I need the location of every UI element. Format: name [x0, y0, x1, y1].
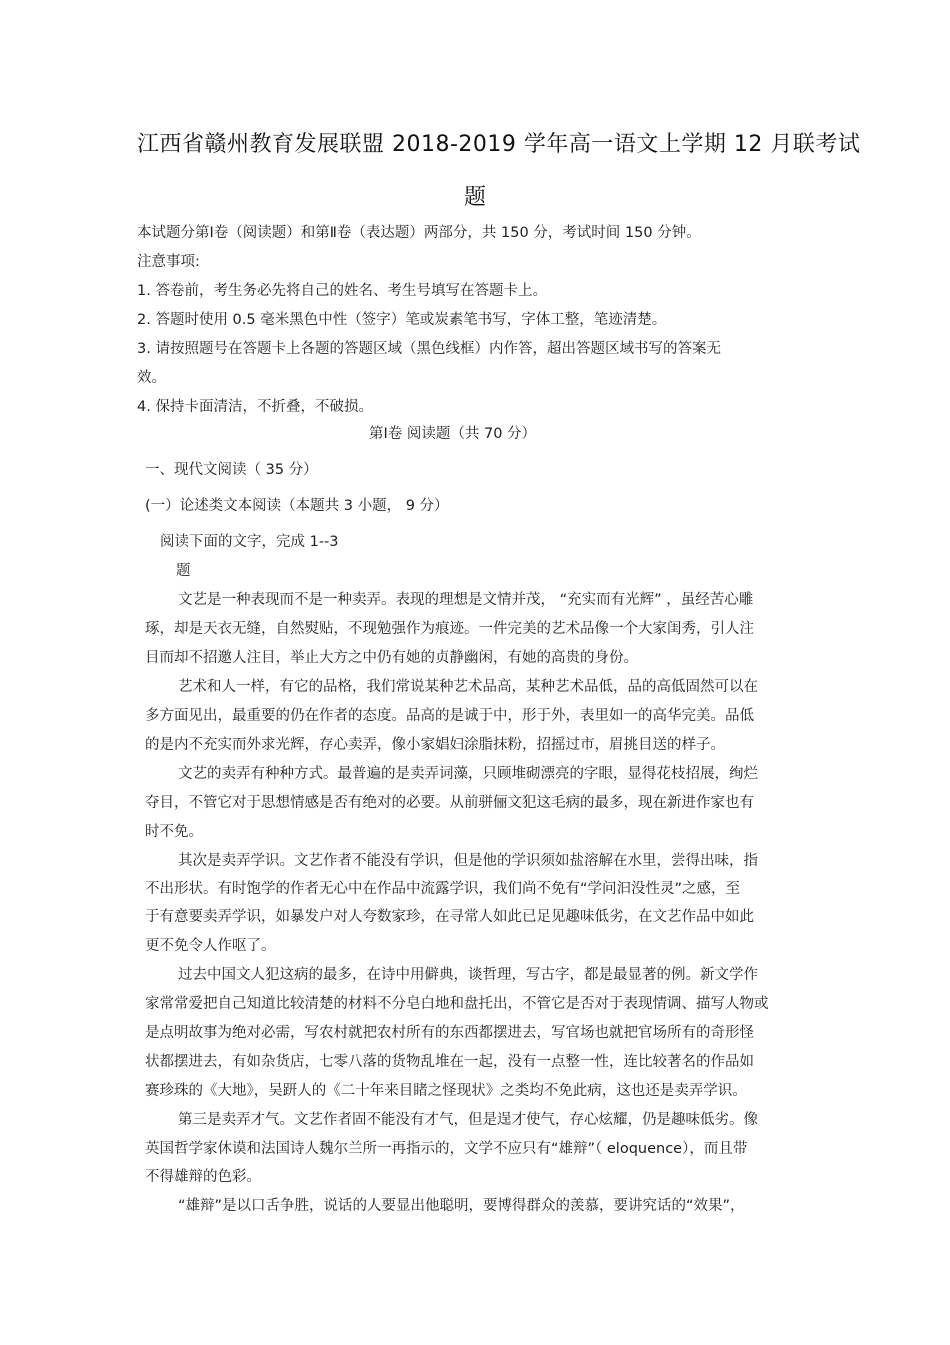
- passage-line: 琢，却是天衣无缝，自然熨贴，不现勉强作为痕迹。一件完美的艺术品像一个大家闺秀，引人注: [145, 621, 754, 637]
- passage-line: 目而却不招邀人注目，举止大方之中仍有她的贞静幽闲，有她的高贵的身份。: [145, 650, 638, 666]
- passage-line: 赛珍珠的《大地》，吴趼人的《二十年来目睹之怪现状》之类均不免此病，这也还是卖弄学识。: [145, 1083, 747, 1099]
- passage-line: “雄辩”是以口舌争胜，说话的人要显出他聪明，要博得群众的羡慕，要讲究话的“效果”，: [178, 1198, 745, 1214]
- passage-line: 夺目，不管它对于思想情感是否有绝对的必要。从前骈俪文犯这毛病的最多，现在新进作家也有: [145, 795, 754, 811]
- passage-line: 时不免。: [145, 824, 203, 840]
- reading-instruction: 阅读下面的文字，完成 1--3: [160, 534, 339, 550]
- notice-item-3: 3. 请按照题号在答题卡上各题的答题区域（黑色线框）内作答，超出答题区域书写的答案无: [137, 341, 721, 357]
- notice-item-2: 2. 答题时使用 0.5 毫米黑色中性（签字）笔或炭素笔书写，字体工整，笔迹清楚。: [137, 312, 667, 328]
- notice-item-4: 4. 保持卡面清洁，不折叠，不破损。: [137, 399, 373, 415]
- passage-line: 更不免令人作呕了。: [145, 938, 276, 954]
- passage-line: 文艺是一种表现而不是一种卖弄。表现的理想是文情并茂， “充实而有光辉” ，虽经苦心雕: [178, 592, 754, 608]
- document-title-line2: 题: [464, 185, 487, 210]
- passage-line: 过去中国文人犯这病的最多，在诗中用僻典，谈哲理，写古字，都是最显著的例。新文学作: [178, 967, 758, 983]
- passage-line: 不出形状。有时饱学的作者无心中在作品中流露学识，我们尚不免有“学问汩没性灵”之感，至: [145, 881, 741, 897]
- passage-line: 英国哲学家休谟和法国诗人魏尔兰所一再指示的，文学不应只有“雄辩”（ eloquence），而且带: [145, 1141, 748, 1157]
- passage-line: 其次是卖弄学识。文艺作者不能没有学识，但是他的学识须如盐溶解在水里，尝得出味，指: [178, 853, 758, 869]
- part-title: 第Ⅰ卷 阅读题（共 70 分）: [369, 426, 537, 442]
- notice-item-3-cont: 效。: [137, 370, 166, 386]
- passage-line: 于有意要卖弄学识，如暴发户对人夸数家珍，在寻常人如此已足见趣味低劣，在文艺作品中如此: [145, 909, 754, 925]
- passage-line: 不得雄辩的色彩。: [145, 1169, 261, 1185]
- passage-line: 第三是卖弄才气。文艺作者固不能没有才气，但是逞才使气，存心炫耀，仍是趣味低劣。像: [178, 1112, 758, 1128]
- passage-line: 是点明故事为绝对必需，写农村就把农村所有的东西都摆进去，写官场也就把官场所有的奇形怪: [145, 1025, 754, 1041]
- passage-line: 多方面见出，最重要的仍在作者的态度。品高的是诚于中，形于外，表里如一的高华完美。品低: [145, 708, 754, 724]
- exam-intro: 本试题分第Ⅰ卷（阅读题）和第Ⅱ卷（表达题）两部分，共 150 分，考试时间 150 分钟。: [137, 225, 701, 241]
- section-heading-modern-reading: 一、现代文阅读（ 35 分）: [145, 462, 318, 478]
- document-title-line1: 江西省赣州教育发展联盟 2018-2019 学年高一语文上学期 12 月联考试: [137, 132, 861, 157]
- passage-line: 的是内不充实而外求光辉，存心卖弄，像小家娼妇涂脂抹粉，招摇过市，眉挑目送的样子。: [145, 737, 725, 753]
- notice-item-1: 1. 答卷前，考生务必先将自己的姓名、考生号填写在答题卡上。: [137, 283, 547, 299]
- notice-heading: 注意事项:: [137, 254, 200, 270]
- passage-line: 文艺的卖弄有种种方式。最普遍的是卖弄词藻，只顾堆砌漂亮的字眼，显得花枝招展，绚烂: [178, 766, 758, 782]
- passage-line: 家常常爱把自己知道比较清楚的材料不分皂白地和盘托出，不管它是否对于表现情调、描写人物或: [145, 996, 769, 1012]
- reading-instruction-cont: 题: [176, 563, 191, 579]
- passage-line: 艺术和人一样，有它的品格，我们常说某种艺术品高，某种艺术品低，品的高低固然可以在: [178, 679, 758, 695]
- passage-line: 状都摆进去，有如杂货店，七零八落的货物乱堆在一起，没有一点整一性，连比较著名的作品如: [145, 1054, 754, 1070]
- section-heading-argumentative: (一）论述类文本阅读（本题共 3 小题， 9 分）: [145, 498, 449, 514]
